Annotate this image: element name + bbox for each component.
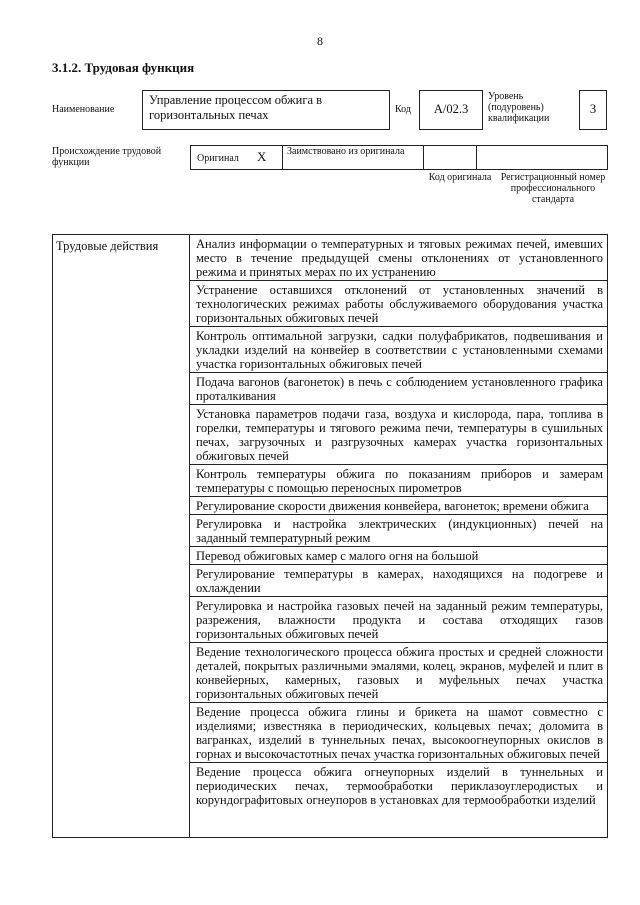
- reg-number-cell: [477, 146, 607, 169]
- original-mark: Х: [257, 149, 267, 164]
- labor-action-item: Регулировка и настройка газовых печей на заданный режим температуры, разрежения, влажности продукта и состава отходящих газов горизонтальных обжиговых печей: [190, 597, 607, 643]
- borrowed-label: Заимствовано из оригинала: [287, 146, 405, 157]
- page-number: 8: [317, 34, 323, 48]
- labor-action-item: Подача вагонов (вагонеток) в печь с соблюдением установленного графика проталкивания: [190, 373, 607, 405]
- labor-action-item: Перевод обжиговых камер с малого огня на большой: [190, 547, 607, 565]
- labor-actions-table: [52, 234, 608, 838]
- origin-row: [190, 145, 608, 170]
- level-value: 3: [579, 90, 607, 130]
- borrowed-cell: [283, 146, 424, 169]
- labor-action-item: Регулирование скорости движения конвейера, вагонеток; времени обжига: [190, 497, 607, 515]
- labor-action-item: Ведение процесса обжига огнеупорных изделий в туннельных и периодических печах, термообработки периклазоуглеродистых и корундографитовых огнеупоров в установках для термообработки изделий: [196, 765, 603, 807]
- labor-action-item: Установка параметров подачи газа, воздуха и кислорода, пара, топлива в горелки, температуры и тягового режима печи, температуры в сушильных печах, загрузочных и разгрузочных камерах участка горизонтальных обжиговых печей: [190, 405, 607, 465]
- labor-action-item: Контроль температуры обжига по показаниям приборов и замерам температуры с помощью переносных пирометров: [190, 465, 607, 497]
- labor-action-item: Устранение оставшихся отклонений от установленных значений в технологических режимах работы обслуживаемого оборудования участка горизонтальных обжиговых печей: [190, 281, 607, 327]
- reg-caption: Регистрационный номер профессионального стандарта: [500, 172, 606, 205]
- name-label: Наименование: [52, 104, 115, 115]
- section-title: 3.1.2. Трудовая функция: [52, 60, 195, 75]
- code-caption: Код оригинала: [428, 172, 492, 183]
- labor-action-item: Ведение технологического процесса обжига простых и средней сложности деталей, покрытых различными эмалями, колец, экранов, муфелей и плит в конвейерных, камерных, газовых и муфельных печах участка горизонтальных обжиговых печей: [190, 643, 607, 703]
- labor-action-item: Регулировка и настройка электрических (индукционных) печей на заданный температурный режим: [190, 515, 607, 547]
- labor-action-item: Контроль оптимальной загрузки, садки полуфабрикатов, подвешивания и укладки изделий на конвейер в соответствии с установленными схемами участка горизонтальных обжиговых печей: [190, 327, 607, 373]
- name-value: Управление процессом обжига в горизонтальных печах: [142, 90, 390, 130]
- labor-actions-label: Трудовые действия: [53, 235, 190, 837]
- labor-action-item: Анализ информации о температурных и тяговых режимах печей, имевших место в течение предыдущей смены отклонениях от установленного режима и принятых мерах по их устранению: [190, 235, 607, 281]
- origin-label: Происхождение трудовой функции: [52, 146, 162, 168]
- code-label: Код: [395, 104, 411, 115]
- original-cell: [191, 146, 283, 169]
- original-label: Оригинал: [197, 153, 239, 164]
- origin-code-cell: [424, 146, 477, 169]
- code-value: А/02.3: [419, 90, 483, 130]
- labor-action-item: Ведение процесса обжига глины и брикета на шамот совместно с изделиями; известняка в периодических, кольцевых печах; доломита в вагранках, изделий в туннельных печах, высокоогнеупорных окислов в горнах и высокочастотных печах участка горизонтальных обжиговых печей: [190, 703, 607, 763]
- level-label: Уровень (подуровень) квалификации: [488, 91, 550, 124]
- labor-actions-list: [190, 235, 607, 808]
- labor-action-item: Регулирование температуры в камерах, находящихся на подогреве и охлаждении: [190, 565, 607, 597]
